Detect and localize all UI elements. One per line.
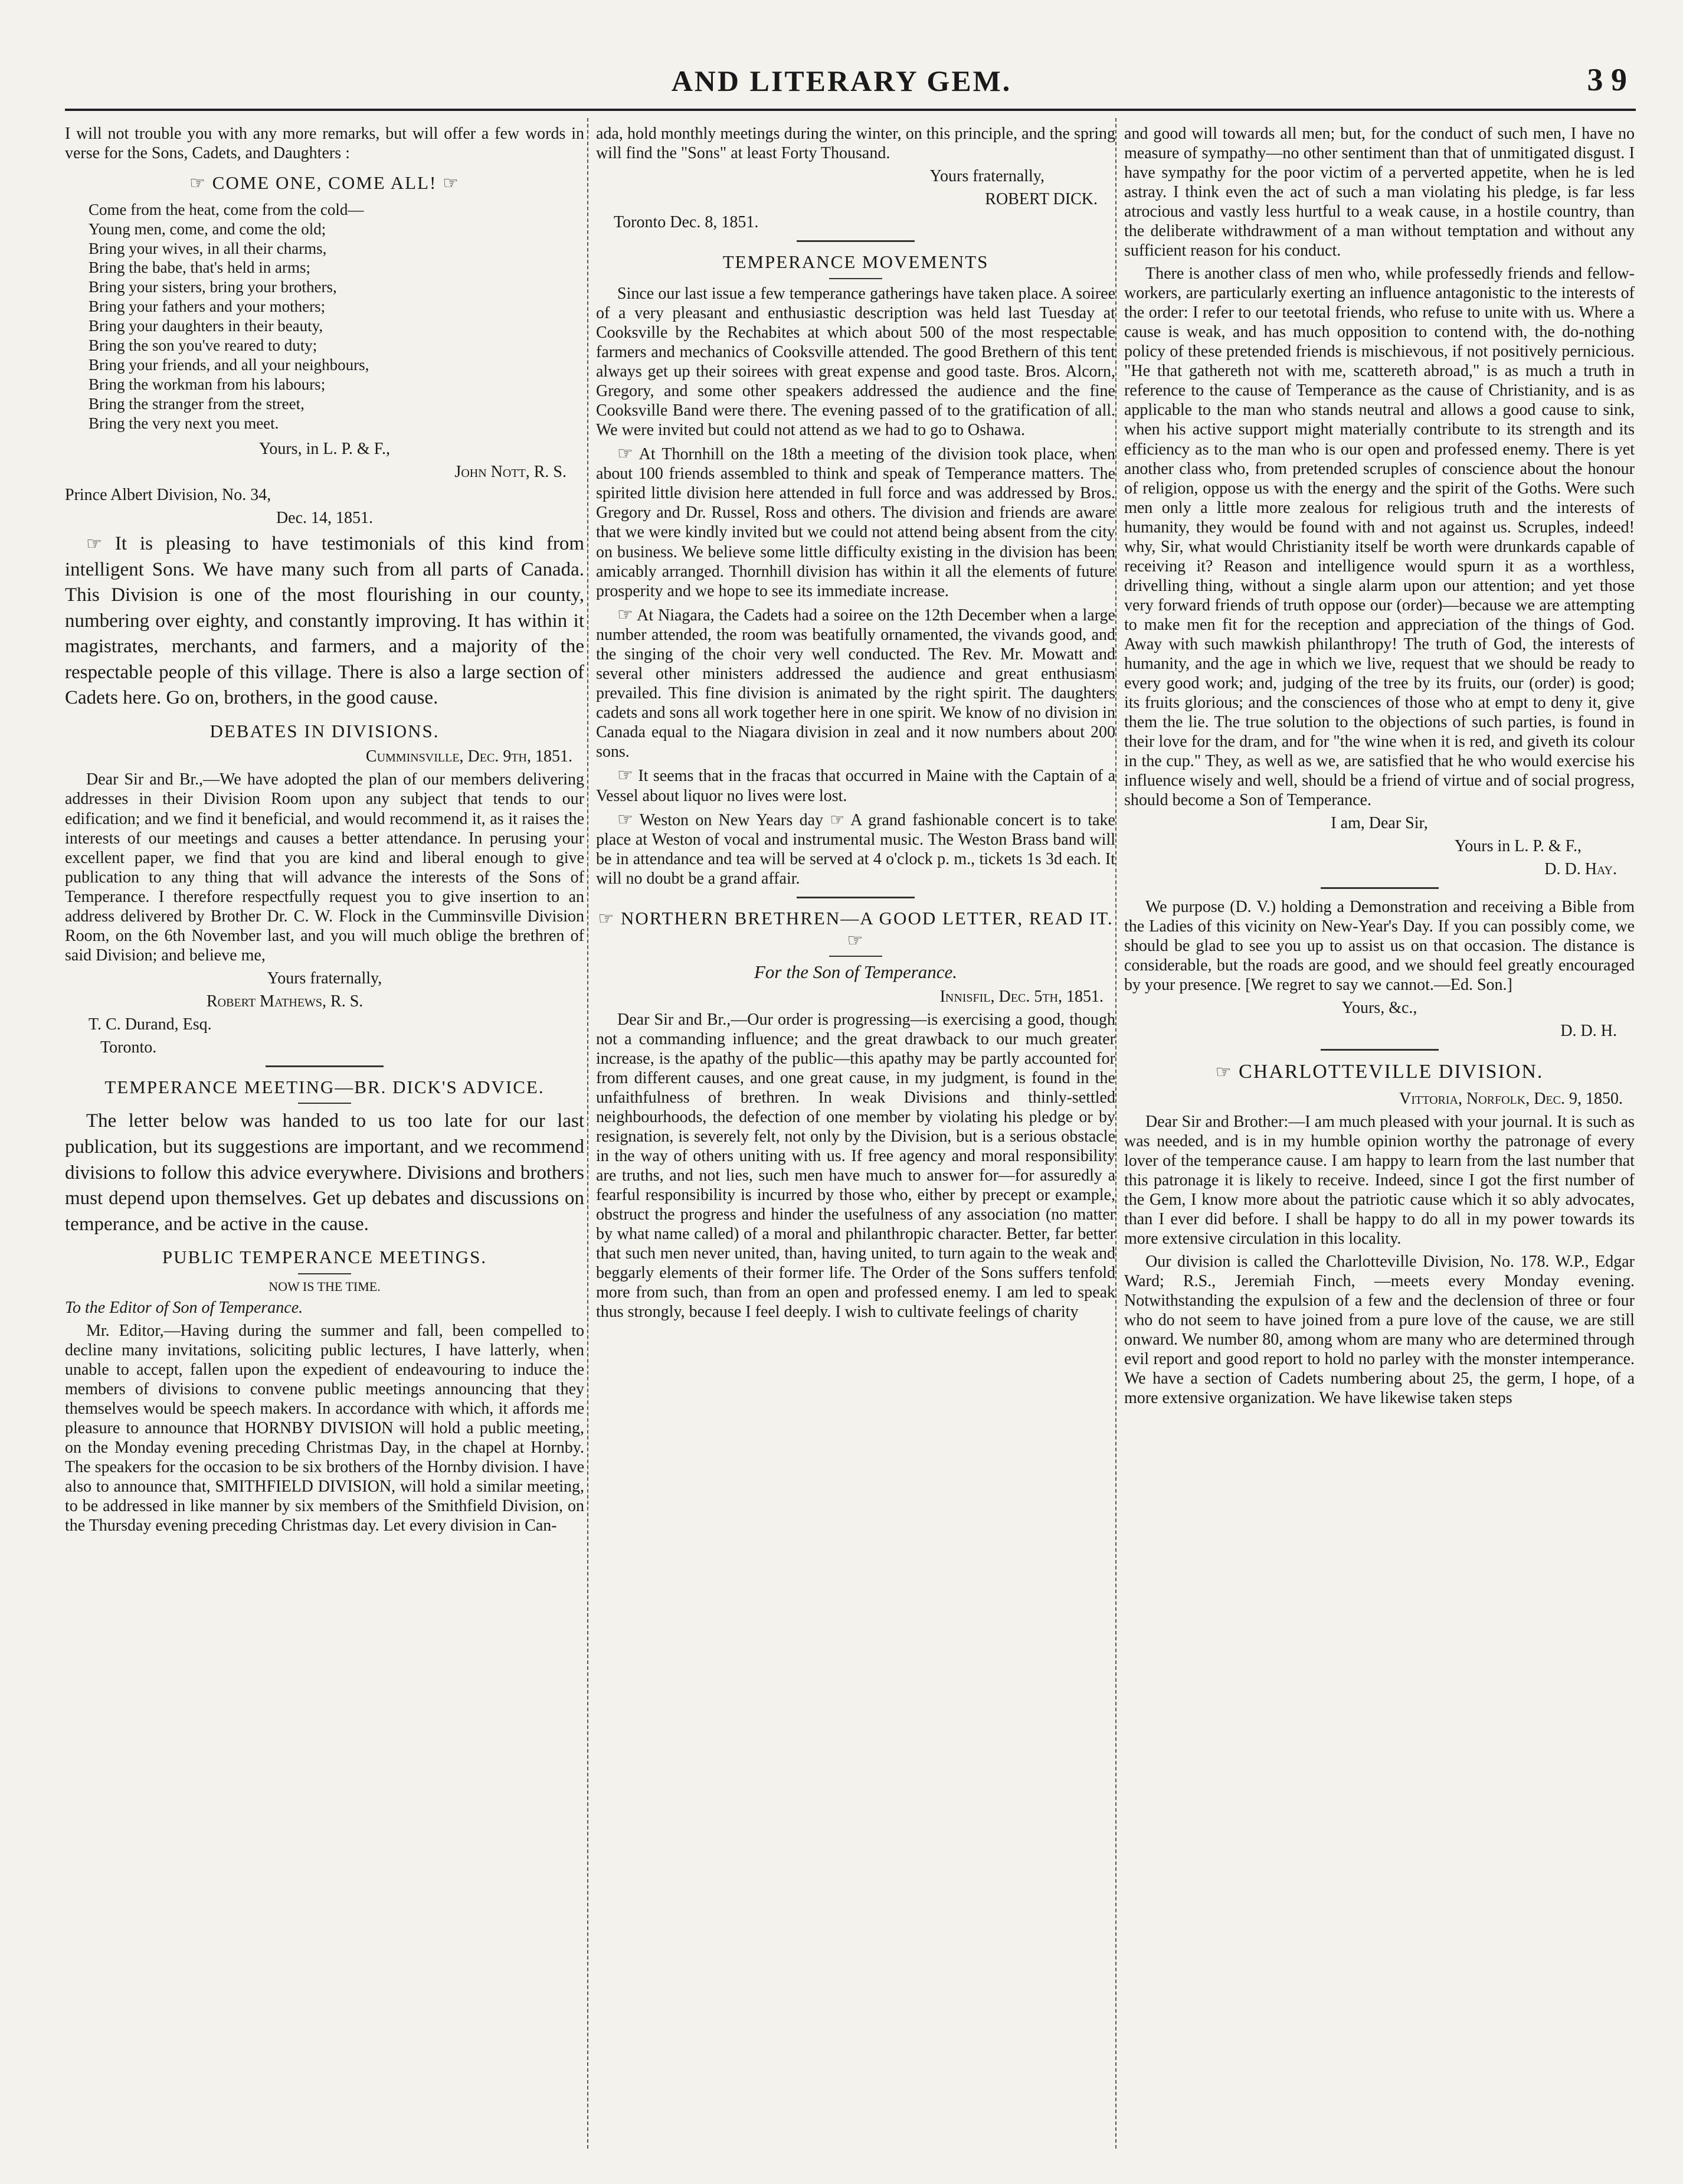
letter-continuation: ada, hold monthly meetings during the winter, on this principle, and the spring will find the "Sons" at least Forty Thousand. bbox=[596, 125, 1115, 163]
section-rule bbox=[829, 956, 882, 957]
public-meetings-heading: PUBLIC TEMPERANCE MEETINGS. bbox=[162, 1247, 487, 1268]
debates-addressee: T. C. Durand, Esq. bbox=[89, 1015, 212, 1034]
pointing-hand-icon: ☞ bbox=[598, 909, 615, 929]
section-rule bbox=[1321, 1049, 1439, 1051]
column-separator bbox=[1115, 118, 1116, 2149]
debates-city: Toronto. bbox=[100, 1038, 157, 1057]
movements-heading: TEMPERANCE MOVEMENTS bbox=[722, 251, 989, 273]
testimonial-paragraph bbox=[65, 531, 584, 711]
letter-dateline: Toronto Dec. 8, 1851. bbox=[614, 213, 759, 232]
charlotteville-body: Dear Sir and Brother:—I am much pleased with your journal. It is such as was needed, and is in my humble opinion worthy the patronage of every lover of the temperance cause. I am happy to learn from the last number that this patronage it is likely to receive. Indeed, since I got the first number of the Gem, I know more about the patriotic cause which it so ably advocates, than I ever did before. I shall be happy to do all in my power towards its more extensive circulation in this locality. bbox=[1124, 1112, 1635, 1248]
fracas-text: It seems that in the fracas that occurred in Maine with the Captain of a Vessel about liquor no lives were lost. bbox=[596, 767, 1115, 805]
testimonial-text: It is pleasing to have testimonials of this kind from intelligent Sons. We have many such from all parts of Canada. This Division is one of the most flourishing in our county, numbering over eighty, and constantly improving. It has within it magistrates, merchants, and farmers, and a majority of the respectable people of this village. There is also a large section of Cadets here. Go on, brothers, in the good cause. bbox=[65, 533, 584, 709]
poem-line: Bring your fathers and your mothers; bbox=[89, 297, 326, 316]
pointing-hand-icon: ☞ bbox=[1215, 1062, 1233, 1083]
northern-heading-text: NORTHERN BRETHREN—A GOOD LETTER, READ IT. bbox=[620, 908, 1114, 929]
charlotteville-body: Our division is called the Charlotteville Division, No. 178. W.P., Edgar Ward; R.S., Jeremiah Finch, —meets every Monday evening. Notwithstanding the expulsion of a few and the declension of three or four who do not seem to have joined from a pure love of the cause, we are still onward. We number 80, among whom are many who are determined through evil report and good report to hold no parley with the monster intemperance. We have a section of Cadets numbering about 25, the germ, I hope, of a more extensive organization. We have likewise taken steps bbox=[1124, 1252, 1635, 1407]
charlotteville-dateline: Vittoria, Norfolk, Dec. 9, 1850. bbox=[1399, 1089, 1623, 1108]
poem-line: Bring the stranger from the street, bbox=[89, 395, 304, 413]
charlotteville-heading bbox=[1124, 1060, 1635, 1084]
hay-letter-closing: I am, Dear Sir, bbox=[1331, 814, 1428, 833]
weston-text: Weston on New Years day ☞ A grand fashionable concert is to take place at Weston of vocal and instrumental music. The Weston Brass band will be in attendance and tea will be served at 4 o'clock p. m., tickets 1s 3d each. It will no doubt be a grand affair. bbox=[596, 810, 1115, 888]
debates-heading: DEBATES IN DIVISIONS. bbox=[209, 720, 440, 741]
debates-dateline: Cumminsville, Dec. 9th, 1851. bbox=[365, 747, 572, 766]
pointing-hand-icon: ☞ bbox=[189, 174, 207, 194]
northern-dateline: Innisfil, Dec. 5th, 1851. bbox=[939, 987, 1104, 1006]
hay-letter-signature: D. D. Hay. bbox=[1544, 860, 1617, 879]
purpose-closing: Yours, &c., bbox=[1341, 999, 1417, 1018]
column-3 bbox=[1124, 124, 1635, 2143]
fracas-paragraph bbox=[596, 765, 1115, 805]
purpose-body: We purpose (D. V.) holding a Demonstration and receiving a Bible from the Ladies of this vicinity on New-Year's Day. If you can possibly come, we should be glad to see you up to assist us on that occasion. The distance is considerable, but the roads are good, and we should feel greatly encouraged by your presence. [We regret to say we cannot.—Ed. Son.] bbox=[1124, 898, 1635, 995]
niagara-paragraph bbox=[596, 604, 1115, 762]
section-rule bbox=[797, 240, 915, 242]
poem-line: Young men, come, and come the old; bbox=[89, 220, 326, 238]
debates-closing: Yours fraternally, bbox=[267, 969, 382, 988]
poem-title-text: COME ONE, COME ALL! bbox=[212, 172, 437, 194]
hay-letter-body: There is another class of men who, while professedly friends and fellow-workers, are particularly exerting an influence antagonistic to the interests of the order: I refer to our teetotal friends, who refuse to unite with us. Where a cause is weak, and has much opposition to contend with, the do-nothing policy of these pretended friends is mischievous, if not positively pernicious. "He that gathereth not with me, scattereth abroad," is as much a truth in reference to the cause of Temperance as the cause of Christianity, and is as applicable to the man who stands neutral and allows a good cause to sink, when his active support might materially contribute to its strength and its efficiency as to the man who is our open and professed enemy. There is yet another class who, from pretended scruples of conscience about the honour of religion, oppose us with the energy and the spirit of the Goths. Were such men only a little more zealous for religious truth and the interests of humanity, they would be found with and not against us. Scruples, indeed! why, Sir, what would Christianity itself be worth were drunkards capable of receiving it? Reason and intelligence would spurn it as a worthless, drivelling thing, without a single alarm upon our attention; and yet those very forward friends of truth oppose our (order)—because we are attempting to make men fit for the reception and appreciation of the things of God. Away with such mawkish philanthropy! The truth of God, the interests of humanity, and the age in which we live, request that we should be ready to every good work; and, judging of the tree by its fruits, our (order) is good; its fruits glorious; and the consciences of those who at empt to deny it, give them the lie. The true solution to the objections of such parties, is found in their love for the dram, and for "the wine when it is red, and giveth its colour in the cup." They, as well as we, are satisfied that he who would exercise his influence wisely and well, should be a friend of virtue and of social progress, should become a Son of Temperance. bbox=[1124, 264, 1635, 810]
weston-paragraph bbox=[596, 809, 1115, 888]
pointing-hand-icon: ☞ bbox=[617, 443, 633, 463]
pointing-hand-icon: ☞ bbox=[86, 534, 102, 554]
poem-line: Come from the heat, come from the cold— bbox=[89, 200, 364, 218]
section-rule bbox=[1321, 887, 1439, 889]
pointing-hand-icon: ☞ bbox=[617, 766, 633, 786]
pointing-hand-icon: ☞ bbox=[617, 809, 633, 829]
header-rule bbox=[65, 109, 1636, 111]
poem-line: Bring the babe, that's held in arms; bbox=[89, 259, 311, 277]
column-2 bbox=[596, 124, 1115, 2143]
advice-heading: TEMPERANCE MEETING—BR. DICK'S ADVICE. bbox=[104, 1076, 545, 1097]
poem-line: Bring your friends, and all your neighbours, bbox=[89, 356, 369, 374]
northern-body: Dear Sir and Br.,—Our order is progressing—is exercising a good, though not a commanding influence; and the great drawback to our much greater increase, is the apathy of the public—this apathy may be partly accounted for from different causes, and one great cause, in my judgment, is found in the unfaithfulness of brethren. In weak Divisions and thinly-settled neighbourhoods, the defection of one member by violating his pledge or by resignation, is severely felt, not only by the Division, but is a serious obstacle in the way of others uniting with us. If free agency and moral responsibility are truths, and not lies, such men have much to answer for—for assuredly a fearful responsibility is incurred by those who, either by precept or example, obstruct the progress and hinder the usefulness of any association (no matter by what name called) of a moral and philanthropic character. Better, far better that such men never united, than, having united, to turn again to the weak and beggarly elements of their former life. The Order of the Sons suffers tenfold more from such, than from an open and professed enemy. I am led to speak thus strongly, because I feel deeply. I wish to cultivate feelings of charity bbox=[596, 1010, 1115, 1322]
poem-signature: John Nott, R. S. bbox=[454, 462, 567, 481]
purpose-signature: D. D. H. bbox=[1560, 1022, 1617, 1041]
pointing-hand-icon: ☞ bbox=[847, 930, 865, 950]
intro-paragraph: I will not trouble you with any more remarks, but will offer a few words in verse for the Sons, Cadets, and Daughters : bbox=[65, 125, 584, 163]
poem-line: Bring the very next you meet. bbox=[89, 414, 279, 432]
thornhill-paragraph bbox=[596, 443, 1115, 601]
hay-letter-continuation: and good will towards all men; but, for the conduct of such men, I have no measure of sympathy—no other sentiment than that of unmitigated disgust. I have sympathy for the poor victim of a perverted appetite, when he is led astray. I think even the act of such a man violating his pledge, is far less atrocious and vastly less hurtful to a weak cause, in a hostile country, than the deliberate withdrawment of a man without temptation and without any sufficient reason for his conduct. bbox=[1124, 125, 1635, 260]
column-1 bbox=[65, 124, 584, 2143]
charlotteville-heading-text: CHARLOTTEVILLE DIVISION. bbox=[1239, 1061, 1544, 1083]
poem-line: Bring the son you've reared to duty; bbox=[89, 336, 317, 355]
section-rule bbox=[266, 1065, 384, 1067]
page-number: 3 9 bbox=[1587, 62, 1627, 97]
poem-line: Bring your sisters, bring your brothers, bbox=[89, 278, 337, 296]
poem-line: Bring your daughters in their beauty, bbox=[89, 317, 323, 335]
hay-letter-closing: Yours in L. P. & F., bbox=[1454, 837, 1582, 856]
debates-body: Dear Sir and Br.,—We have adopted the plan of our members delivering addresses in their Division Room upon any subject that tends to our edification; and we find it beneficial, and would recommend it, as it raises the interests of our meetings and causes a better attendance. In perusing your excellent paper, we find that you are kind and liberal enough to give publication to any thing that will advance the interests of the Sons of Temperance. I therefore respectfully request you to give insertion to an address delivered by Brother Dr. C. W. Flock in the Cumminsville Division Room, on the 6th November last, and you will much oblige the brethren of said Division; and believe me, bbox=[65, 770, 584, 965]
thornhill-text: At Thornhill on the 18th a meeting of the division took place, when about 100 friends assembled to think and speak of Temperance matters. The spirited little division here attended in full force and was addressed by Bros. Gregory and Dr. Russel, Ross and others. The division and friends are aware that we were kindly invited but we could not attend being absent from the city on business. We believe some little difficulty existing in the division has been amicably arranged. Thornhill division has within it all the elements of future prosperity and we hope to see its immediate increase. bbox=[596, 444, 1115, 600]
public-meetings-addressee: To the Editor of Son of Temperance. bbox=[65, 1298, 303, 1317]
section-rule bbox=[298, 1103, 351, 1104]
letter-closing: Yours fraternally, bbox=[929, 167, 1044, 186]
public-meetings-subheading: NOW IS THE TIME. bbox=[269, 1279, 381, 1294]
pointing-hand-icon: ☞ bbox=[617, 604, 633, 625]
section-rule bbox=[797, 897, 915, 898]
column-separator bbox=[587, 118, 588, 2149]
niagara-text: At Niagara, the Cadets had a soiree on the 12th December when a large number attended, the room was beatifully ornamented, the vivands good, and the singing of the choir very well conducted. The Rev. Mr. Mowatt and several other ministers addressed the audience and great enthusiasm prevailed. This fine division is animated by the right spirit. The daughters cadets and sons all work together here in one spirit. We know of no division in Canada equal to the Niagara division in zeal and it now numbers about 200 sons. bbox=[596, 606, 1115, 761]
debates-signature: Robert Mathews, R. S. bbox=[207, 992, 364, 1011]
northern-heading bbox=[596, 908, 1115, 951]
poem-date: Dec. 14, 1851. bbox=[276, 508, 374, 527]
section-rule bbox=[829, 278, 882, 279]
poem bbox=[89, 200, 584, 433]
movements-body: Since our last issue a few temperance gatherings have taken place. A soiree of a very pleasant and enthusiastic description was held last Tuesday at Cooksville by the Rechabites at which about 500 of the most respectable farmers and mechanics of Cooksville attended. The good Brethern of this tent always get up their soirees with great expense and good taste. Bros. Alcorn, Gregory, and some other speakers addressed the audience and the fine Cooksville Band were there. The evening passed of to the gratification of all. We were invited but could not attend as we had to go to Oshawa. bbox=[596, 284, 1115, 439]
poem-title bbox=[65, 172, 584, 194]
pointing-hand-icon: ☞ bbox=[443, 174, 460, 194]
northern-subheading: For the Son of Temperance. bbox=[754, 962, 958, 983]
running-header-title: AND LITERARY GEM. bbox=[671, 64, 1012, 97]
advice-body: The letter below was handed to us too late for our last publication, but its suggestions are important, and we recommend divisions to follow this advice everywhere. Divisions and brothers must depend upon themselves. Get up debates and discussions on temperance, and be active in the cause. bbox=[65, 1110, 584, 1235]
poem-closing: Yours, in L. P. & F., bbox=[258, 439, 391, 458]
poem-line: Bring your wives, in all their charms, bbox=[89, 239, 327, 257]
section-rule bbox=[298, 1273, 351, 1274]
poem-line: Bring the workman from his labours; bbox=[89, 375, 326, 394]
public-meetings-body: Mr. Editor,—Having during the summer and fall, been compelled to decline many invitations, soliciting public lectures, I have latterly, when unable to accept, fallen upon the expedient of endeavouring to induce the members of divisions to convene public meetings announcing that they themselves would be speech makers. In accordance with which, it affords me pleasure to announce that HORNBY DIVISION will hold a public meeting, on the Monday evening preceding Christmas Day, in the chapel at Hornby. The speakers for the occasion to be six brothers of the Hornby division. I have also to announce that, SMITHFIELD DIVISION, will hold a similar meeting, to be addressed in like manner by six members of the Smithfield Division, on the Thursday evening preceding Christmas day. Let every division in Can- bbox=[65, 1321, 584, 1535]
poem-place: Prince Albert Division, No. 34, bbox=[65, 485, 271, 504]
letter-signature: ROBERT DICK. bbox=[985, 190, 1098, 209]
